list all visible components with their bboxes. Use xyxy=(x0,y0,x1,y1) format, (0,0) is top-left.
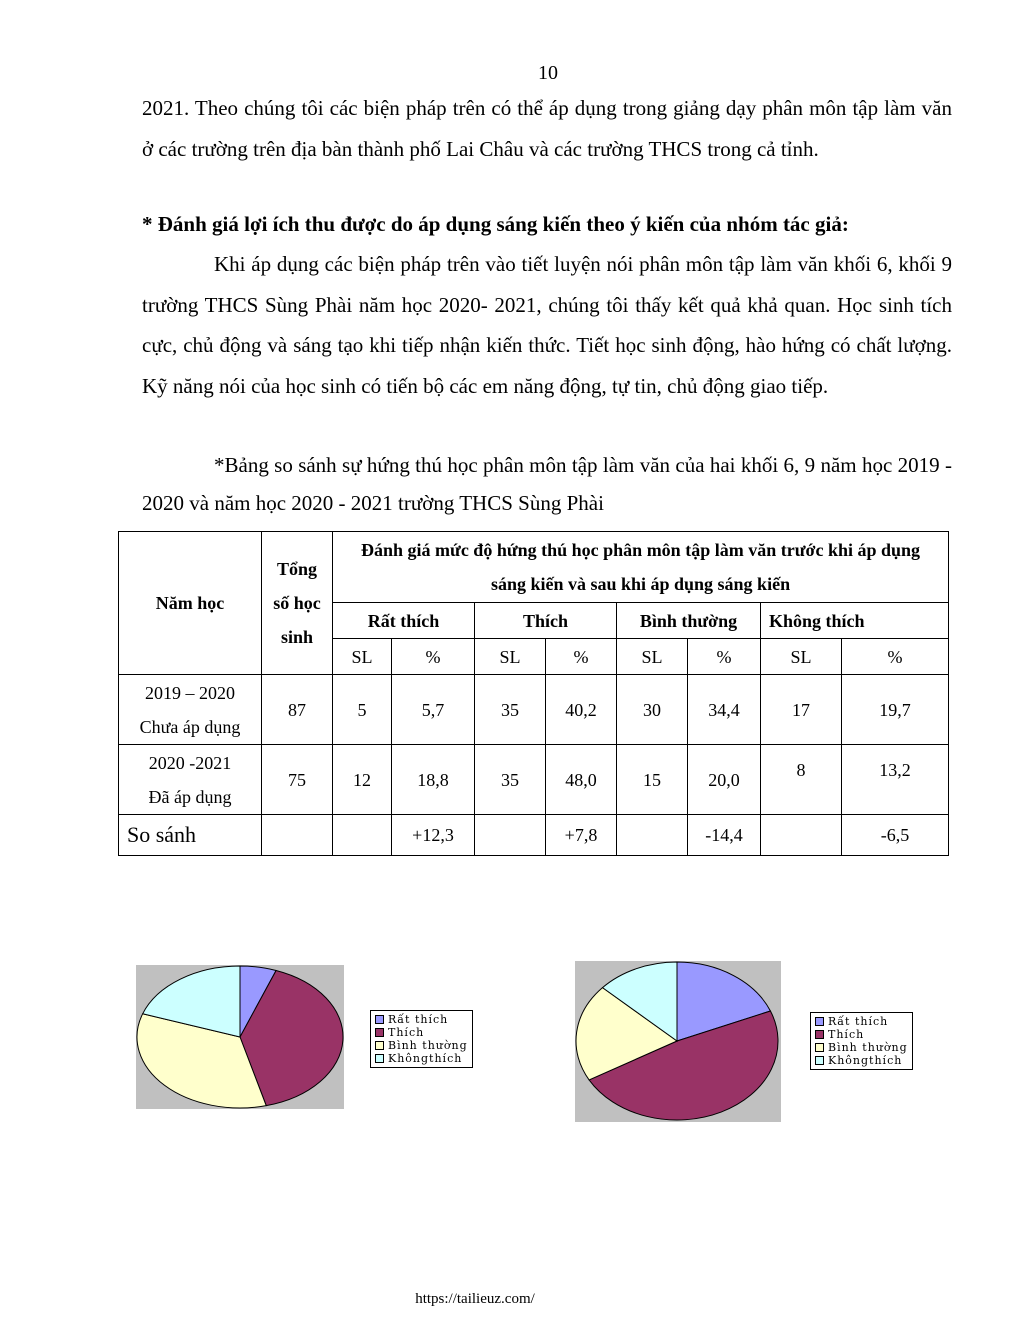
row-year-cell xyxy=(119,745,262,815)
empty-cell xyxy=(333,815,392,856)
legend-label: Khôngthích xyxy=(828,1054,903,1067)
table-caption: *Bảng so sánh sự hứng thú học phân môn tập làm văn của hai khối 6, 9 năm học 2019 - 2020 và năm học 2020 - 2021 trường THCS Sùng Phài xyxy=(142,453,952,515)
header-cat-rat-thich: Rất thích xyxy=(333,603,475,639)
legend-item xyxy=(815,1015,908,1028)
legend-label: Rất thích xyxy=(388,1013,449,1026)
legend-swatch xyxy=(375,1028,384,1037)
cell-value: 8 xyxy=(761,745,842,815)
row-status: Chưa áp dụng xyxy=(139,716,241,737)
legend-label: Bình thường xyxy=(828,1041,908,1054)
cell-value: 18,8 xyxy=(392,745,475,815)
pie-chart-2020 xyxy=(575,961,781,1122)
legend-label: Bình thường xyxy=(388,1039,468,1052)
cell-value: 5 xyxy=(333,675,392,745)
legend-item xyxy=(375,1039,468,1052)
pie-legend-2019 xyxy=(370,1010,473,1068)
cell-value: 19,7 xyxy=(842,675,949,745)
section-heading: * Đánh giá lợi ích thu được do áp dụng sáng kiến theo ý kiến của nhóm tác giả: xyxy=(142,212,849,236)
legend-swatch xyxy=(375,1041,384,1050)
compare-label: So sánh xyxy=(119,815,262,856)
cell-value: 35 xyxy=(475,745,546,815)
header-cat-binh-thuong: Bình thường xyxy=(617,603,761,639)
row-status: Đã áp dụng xyxy=(148,786,232,807)
cell-value: 30 xyxy=(617,675,688,745)
legend-swatch xyxy=(815,1056,824,1065)
compare-value: +12,3 xyxy=(392,815,475,856)
header-sl: SL xyxy=(333,639,392,675)
cell-value: 12 xyxy=(333,745,392,815)
header-sl: SL xyxy=(761,639,842,675)
header-pct: % xyxy=(842,639,949,675)
header-pct: % xyxy=(546,639,617,675)
table-row xyxy=(119,675,949,745)
compare-value: -6,5 xyxy=(842,815,949,856)
header-year: Năm học xyxy=(119,532,262,675)
comparison-table xyxy=(118,531,949,856)
header-total-line3: sinh xyxy=(280,627,314,647)
legend-item xyxy=(815,1041,908,1054)
legend-swatch xyxy=(375,1054,384,1063)
legend-swatch xyxy=(815,1043,824,1052)
cell-value: 20,0 xyxy=(688,745,761,815)
empty-cell xyxy=(617,815,688,856)
header-evaluation: Đánh giá mức độ hứng thú học phân môn tập làm văn trước khi áp dụng sáng kiến và sau khi áp dụng sáng kiến xyxy=(333,532,949,603)
row-year-cell xyxy=(119,675,262,745)
legend-item xyxy=(375,1026,468,1039)
compare-value: -14,4 xyxy=(688,815,761,856)
row-total: 75 xyxy=(262,745,333,815)
header-total-line2: số học xyxy=(273,593,321,613)
legend-item xyxy=(375,1013,468,1026)
empty-cell xyxy=(761,815,842,856)
legend-item xyxy=(815,1028,908,1041)
cell-value: 15 xyxy=(617,745,688,815)
empty-cell xyxy=(475,815,546,856)
legend-swatch xyxy=(375,1015,384,1024)
legend-swatch xyxy=(815,1030,824,1039)
pie-chart-2019-svg xyxy=(136,965,344,1109)
row-year: 2019 – 2020 xyxy=(145,682,235,703)
cell-value: 13,2 xyxy=(842,745,949,815)
compare-value: +7,8 xyxy=(546,815,617,856)
footer-url: https://tailieuz.com/ xyxy=(415,1291,535,1307)
table-row xyxy=(119,745,949,815)
pie-chart-2020-svg xyxy=(575,961,781,1122)
page-number: 10 xyxy=(538,62,558,84)
body-paragraph: Khi áp dụng các biện pháp trên vào tiết luyện nói phân môn tập làm văn khối 6, khối 9 trường THCS Sùng Phài năm học 2020- 2021, chúng tôi thấy kết quả khả quan. Học sinh tích cực, chủ động và sáng tạo khi tiếp nhận kiến thức. Tiết học sinh động, hào hứng có chất lượng. Kỹ năng nói của học sinh có tiến bộ các em năng động, tự tin, chủ động giao tiếp. xyxy=(142,252,952,398)
header-cat-thich: Thích xyxy=(475,603,617,639)
empty-cell xyxy=(262,815,333,856)
legend-swatch xyxy=(815,1017,824,1026)
header-total-line1: Tổng xyxy=(276,559,318,579)
cell-value: 5,7 xyxy=(392,675,475,745)
cell-value: 34,4 xyxy=(688,675,761,745)
legend-label: Rất thích xyxy=(828,1015,889,1028)
cell-value: 35 xyxy=(475,675,546,745)
legend-label: Thích xyxy=(388,1026,425,1039)
header-pct: % xyxy=(688,639,761,675)
legend-item xyxy=(375,1052,468,1065)
cell-value: 17 xyxy=(761,675,842,745)
cell-value: 40,2 xyxy=(546,675,617,745)
row-year: 2020 -2021 xyxy=(148,752,232,773)
intro-paragraph: 2021. Theo chúng tôi các biện pháp trên có thể áp dụng trong giảng dạy phân môn tập làm văn ở các trường trên địa bàn thành phố Lai Châu và các trường THCS trong cả tỉnh. xyxy=(142,96,952,161)
legend-item xyxy=(815,1054,908,1067)
row-total: 87 xyxy=(262,675,333,745)
pie-legend-2020 xyxy=(810,1012,913,1070)
header-sl: SL xyxy=(475,639,546,675)
header-pct: % xyxy=(392,639,475,675)
pie-chart-2019 xyxy=(136,965,344,1109)
legend-label: Thích xyxy=(828,1028,865,1041)
legend-label: Khôngthích xyxy=(388,1052,463,1065)
header-cat-khong-thich: Không thích xyxy=(761,603,949,639)
header-sl: SL xyxy=(617,639,688,675)
cell-value: 48,0 xyxy=(546,745,617,815)
header-total xyxy=(262,532,333,675)
compare-row xyxy=(119,815,949,856)
